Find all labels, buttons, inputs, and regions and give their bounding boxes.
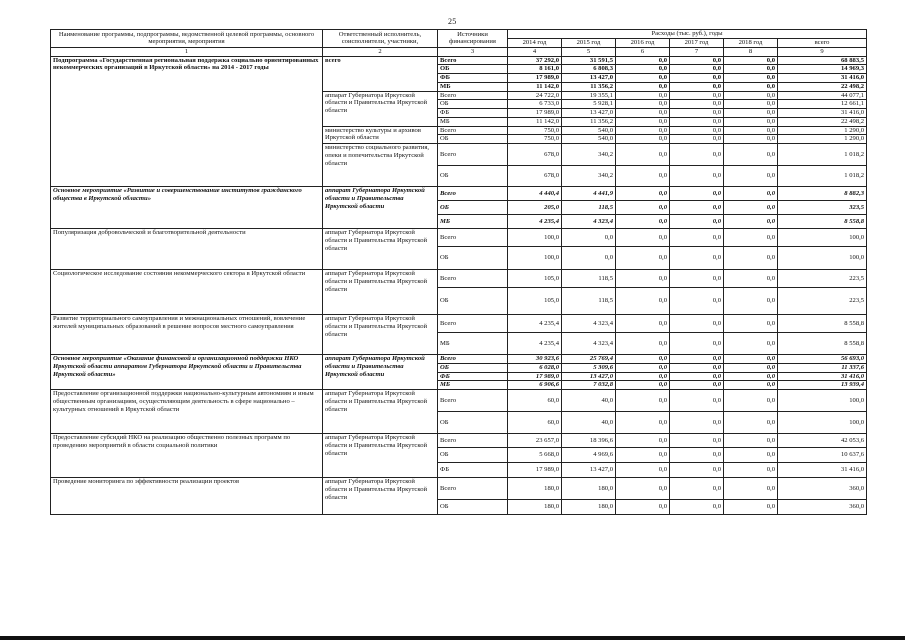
page-number: 25 [448, 17, 457, 26]
year-value-cell: 750,0 [508, 126, 562, 135]
year-value-cell: 0,0 [724, 372, 778, 381]
year-value-cell: 0,0 [670, 201, 724, 215]
year-value-cell: 0,0 [616, 187, 670, 201]
table-header-row [51, 30, 867, 39]
column-number-row [51, 47, 867, 56]
year-value-cell: 0,0 [616, 91, 670, 100]
year-value-cell: 0,0 [724, 448, 778, 463]
year-value-cell: 0,0 [616, 478, 670, 500]
year-value-cell: 6 028,0 [508, 363, 562, 372]
year-value-cell: 118,5 [562, 201, 616, 215]
total-value-cell: 22 498,2 [778, 82, 867, 91]
year-value-cell: 0,0 [616, 74, 670, 83]
column-number: 9 [778, 47, 867, 56]
year-value-cell: 0,0 [724, 65, 778, 74]
funding-source-cell: МБ [438, 215, 508, 229]
year-value-cell: 0,0 [670, 109, 724, 118]
year-value-cell: 0,0 [670, 363, 724, 372]
year-value-cell: 0,0 [670, 144, 724, 166]
executor-cell: аппарат Губернатора Иркутской области и Правительства Иркутской области [323, 355, 438, 390]
table-row [51, 187, 867, 201]
year-value-cell: 0,0 [616, 144, 670, 166]
year-value-cell: 0,0 [670, 187, 724, 201]
year-value-cell: 0,0 [616, 135, 670, 144]
funding-source-cell: МБ [438, 117, 508, 126]
total-value-cell: 44 077,1 [778, 91, 867, 100]
year-value-cell: 0,0 [616, 355, 670, 364]
year-value-cell: 19 355,1 [562, 91, 616, 100]
year-value-cell: 340,2 [562, 166, 616, 187]
header-executor: Ответственный исполнитель, соисполнители, участники, [323, 30, 438, 48]
executor-cell: аппарат Губернатора Иркутской области и Правительства Иркутской области [323, 478, 438, 515]
executor-cell: аппарат Губернатора Иркутской области и Правительства Иркутской области [323, 270, 438, 315]
year-value-cell: 0,0 [670, 166, 724, 187]
funding-source-cell: Всего [438, 355, 508, 364]
year-value-cell: 0,0 [670, 135, 724, 144]
funding-source-cell: ОБ [438, 412, 508, 434]
total-value-cell: 14 969,3 [778, 65, 867, 74]
year-value-cell: 0,0 [616, 363, 670, 372]
funding-source-cell: ОБ [438, 448, 508, 463]
year-value-cell: 540,0 [562, 135, 616, 144]
year-value-cell: 8 161,0 [508, 65, 562, 74]
header-total: всего [778, 38, 867, 47]
total-value-cell: 8 882,3 [778, 187, 867, 201]
program-name-cell: Развитие территориального самоуправления и межнациональных отношений, вовлечение жителей муниципальных образований в решение вопросов местного самоуправления [51, 315, 323, 355]
year-value-cell: 678,0 [508, 166, 562, 187]
year-value-cell: 0,0 [670, 355, 724, 364]
executor-cell: аппарат Губернатора Иркутской области и Правительства Иркутской области [323, 434, 438, 478]
funding-source-cell: ФБ [438, 74, 508, 83]
funding-source-cell: ОБ [438, 166, 508, 187]
year-value-cell: 0,0 [724, 333, 778, 355]
year-value-cell: 6 906,6 [508, 381, 562, 390]
table-row [51, 434, 867, 448]
year-value-cell: 100,0 [508, 247, 562, 270]
year-value-cell: 0,0 [616, 65, 670, 74]
year-value-cell: 0,0 [670, 215, 724, 229]
total-value-cell: 8 558,8 [778, 315, 867, 333]
year-value-cell: 0,0 [616, 270, 670, 288]
funding-source-cell: ОБ [438, 100, 508, 109]
total-value-cell: 31 416,0 [778, 372, 867, 381]
year-value-cell: 0,0 [670, 117, 724, 126]
year-value-cell: 4 235,4 [508, 315, 562, 333]
total-value-cell: 31 416,0 [778, 463, 867, 478]
year-value-cell: 100,0 [508, 229, 562, 247]
funding-source-cell: ФБ [438, 109, 508, 118]
year-value-cell: 6 733,0 [508, 100, 562, 109]
year-value-cell: 0,0 [616, 109, 670, 118]
year-value-cell: 0,0 [616, 166, 670, 187]
program-name-cell: Социологическое исследование состояния некоммерческого сектора в Иркутской области [51, 270, 323, 315]
year-value-cell: 0,0 [616, 448, 670, 463]
executor-cell: аппарат Губернатора Иркутской области и Правительства Иркутской области [323, 187, 438, 229]
year-value-cell: 17 989,0 [508, 372, 562, 381]
year-value-cell: 5 928,1 [562, 100, 616, 109]
total-value-cell: 360,0 [778, 478, 867, 500]
year-value-cell: 0,0 [724, 100, 778, 109]
year-value-cell: 340,2 [562, 144, 616, 166]
year-value-cell: 0,0 [724, 82, 778, 91]
table-row [51, 315, 867, 333]
column-number: 4 [508, 47, 562, 56]
total-value-cell: 1 018,2 [778, 166, 867, 187]
year-value-cell: 0,0 [670, 478, 724, 500]
program-name-cell: Подпрограмма «Государственная региональная поддержка социально ориентированных некоммерческих организаций в Иркутской области» на 2014 - 2017 годы [51, 56, 323, 187]
program-name-cell: Популяризация добровольческой и благотворительной деятельности [51, 229, 323, 270]
year-value-cell: 0,0 [724, 74, 778, 83]
year-value-cell: 0,0 [724, 144, 778, 166]
year-value-cell: 0,0 [616, 381, 670, 390]
year-value-cell: 0,0 [670, 247, 724, 270]
total-value-cell: 56 693,0 [778, 355, 867, 364]
year-value-cell: 0,0 [616, 56, 670, 65]
year-value-cell: 0,0 [670, 270, 724, 288]
year-value-cell: 0,0 [670, 74, 724, 83]
year-value-cell: 4 323,4 [562, 333, 616, 355]
funding-source-cell: МБ [438, 381, 508, 390]
year-value-cell: 0,0 [670, 65, 724, 74]
year-value-cell: 13 427,0 [562, 109, 616, 118]
total-value-cell: 42 053,6 [778, 434, 867, 448]
header-funding-source: Источники финансирования [438, 30, 508, 48]
year-value-cell: 13 427,0 [562, 372, 616, 381]
year-value-cell: 11 356,2 [562, 117, 616, 126]
year-value-cell: 0,0 [724, 390, 778, 412]
year-value-cell: 0,0 [670, 82, 724, 91]
year-value-cell: 31 591,5 [562, 56, 616, 65]
year-value-cell: 118,5 [562, 270, 616, 288]
year-value-cell: 180,0 [508, 500, 562, 515]
funding-source-cell: Всего [438, 187, 508, 201]
table-body [51, 56, 867, 515]
table-row [51, 390, 867, 412]
total-value-cell: 31 416,0 [778, 109, 867, 118]
year-value-cell: 0,0 [724, 166, 778, 187]
year-value-cell: 0,0 [616, 390, 670, 412]
total-value-cell: 8 558,8 [778, 215, 867, 229]
year-value-cell: 5 309,6 [562, 363, 616, 372]
year-value-cell: 750,0 [508, 135, 562, 144]
year-value-cell: 0,0 [724, 478, 778, 500]
year-value-cell: 0,0 [670, 390, 724, 412]
total-value-cell: 10 637,6 [778, 448, 867, 463]
year-value-cell: 0,0 [724, 434, 778, 448]
year-value-cell: 0,0 [724, 247, 778, 270]
total-value-cell: 323,5 [778, 201, 867, 215]
funding-source-cell: Всего [438, 478, 508, 500]
year-value-cell: 0,0 [616, 82, 670, 91]
year-value-cell: 0,0 [616, 229, 670, 247]
funding-source-cell: Всего [438, 144, 508, 166]
year-value-cell: 0,0 [724, 117, 778, 126]
executor-cell: аппарат Губернатора Иркутской области и Правительства Иркутской области [323, 91, 438, 126]
funding-source-cell: Всего [438, 315, 508, 333]
year-value-cell: 0,0 [616, 126, 670, 135]
column-number: 6 [616, 47, 670, 56]
funding-source-cell: Всего [438, 229, 508, 247]
year-value-cell: 0,0 [670, 333, 724, 355]
total-value-cell: 360,0 [778, 500, 867, 515]
year-value-cell: 40,0 [562, 390, 616, 412]
year-value-cell: 0,0 [670, 448, 724, 463]
year-value-cell: 0,0 [616, 500, 670, 515]
year-value-cell: 6 808,3 [562, 65, 616, 74]
year-value-cell: 0,0 [670, 381, 724, 390]
year-value-cell: 40,0 [562, 412, 616, 434]
year-value-cell: 23 657,0 [508, 434, 562, 448]
year-value-cell: 0,0 [616, 434, 670, 448]
column-number: 7 [670, 47, 724, 56]
column-number: 5 [562, 47, 616, 56]
funding-source-cell: Всего [438, 56, 508, 65]
year-value-cell: 0,0 [724, 56, 778, 65]
year-value-cell: 25 769,4 [562, 355, 616, 364]
total-value-cell: 100,0 [778, 412, 867, 434]
executor-cell: министерство социального развития, опеки и попечительства Иркутской области [323, 144, 438, 187]
year-value-cell: 0,0 [670, 463, 724, 478]
year-value-cell: 0,0 [616, 247, 670, 270]
year-value-cell: 5 668,0 [508, 448, 562, 463]
year-value-cell: 0,0 [724, 187, 778, 201]
executor-cell: министерство культуры и архивов Иркутской области [323, 126, 438, 144]
header-expenses: Расходы (тыс. руб.), годы [508, 30, 867, 39]
year-value-cell: 4 323,4 [562, 215, 616, 229]
funding-source-cell: МБ [438, 333, 508, 355]
column-number: 3 [438, 47, 508, 56]
year-value-cell: 0,0 [670, 315, 724, 333]
year-value-cell: 11 356,2 [562, 82, 616, 91]
year-value-cell: 0,0 [724, 91, 778, 100]
funding-source-cell: ОБ [438, 135, 508, 144]
year-value-cell: 0,0 [724, 135, 778, 144]
year-value-cell: 24 722,0 [508, 91, 562, 100]
year-value-cell: 17 989,0 [508, 463, 562, 478]
year-value-cell: 0,0 [724, 363, 778, 372]
year-value-cell: 0,0 [616, 315, 670, 333]
year-value-cell: 17 989,0 [508, 109, 562, 118]
funding-source-cell: ОБ [438, 500, 508, 515]
year-value-cell: 0,0 [724, 463, 778, 478]
funding-source-cell: ОБ [438, 201, 508, 215]
total-value-cell: 1 290,0 [778, 126, 867, 135]
column-number: 1 [51, 47, 323, 56]
year-value-cell: 4 235,4 [508, 215, 562, 229]
year-value-cell: 11 142,0 [508, 117, 562, 126]
year-value-cell: 0,0 [616, 100, 670, 109]
year-value-cell: 7 032,8 [562, 381, 616, 390]
year-value-cell: 0,0 [724, 109, 778, 118]
year-value-cell: 0,0 [724, 288, 778, 315]
year-value-cell: 0,0 [670, 500, 724, 515]
year-value-cell: 0,0 [670, 229, 724, 247]
year-value-cell: 0,0 [616, 333, 670, 355]
year-value-cell: 180,0 [508, 478, 562, 500]
total-value-cell: 100,0 [778, 229, 867, 247]
year-value-cell: 105,0 [508, 288, 562, 315]
year-value-cell: 0,0 [724, 315, 778, 333]
year-value-cell: 0,0 [724, 500, 778, 515]
funding-source-cell: Всего [438, 126, 508, 135]
year-value-cell: 13 427,0 [562, 463, 616, 478]
program-name-cell: Основное мероприятие «Развитие и совершенствование институтов гражданского общества в Иркутской области» [51, 187, 323, 229]
table-row [51, 229, 867, 247]
year-value-cell: 180,0 [562, 478, 616, 500]
year-value-cell: 4 440,4 [508, 187, 562, 201]
total-value-cell: 1 018,2 [778, 144, 867, 166]
year-value-cell: 0,0 [670, 412, 724, 434]
header-year-2016: 2016 год [616, 38, 670, 47]
total-value-cell: 22 498,2 [778, 117, 867, 126]
year-value-cell: 0,0 [670, 126, 724, 135]
year-value-cell: 0,0 [670, 56, 724, 65]
total-value-cell: 31 416,0 [778, 74, 867, 83]
year-value-cell: 540,0 [562, 126, 616, 135]
funding-source-cell: Всего [438, 270, 508, 288]
total-value-cell: 1 290,0 [778, 135, 867, 144]
executor-cell: аппарат Губернатора Иркутской области и Правительства Иркутской области [323, 390, 438, 434]
year-value-cell: 0,0 [724, 229, 778, 247]
table-row [51, 355, 867, 364]
year-value-cell: 0,0 [670, 91, 724, 100]
year-value-cell: 0,0 [616, 215, 670, 229]
header-year-2014: 2014 год [508, 38, 562, 47]
budget-table [50, 29, 867, 515]
year-value-cell: 0,0 [562, 247, 616, 270]
year-value-cell: 0,0 [616, 201, 670, 215]
total-value-cell: 100,0 [778, 390, 867, 412]
table-row [51, 56, 867, 65]
header-year-2018: 2018 год [724, 38, 778, 47]
year-value-cell: 678,0 [508, 144, 562, 166]
table-row [51, 478, 867, 500]
total-value-cell: 8 558,8 [778, 333, 867, 355]
year-value-cell: 0,0 [670, 372, 724, 381]
funding-source-cell: ОБ [438, 247, 508, 270]
program-name-cell: Предоставление субсидий НКО на реализацию общественно полезных программ по проведению мероприятий в области социальной политики [51, 434, 323, 478]
year-value-cell: 0,0 [616, 288, 670, 315]
year-value-cell: 4 441,9 [562, 187, 616, 201]
year-value-cell: 60,0 [508, 412, 562, 434]
year-value-cell: 118,5 [562, 288, 616, 315]
funding-source-cell: Всего [438, 434, 508, 448]
year-value-cell: 0,0 [724, 412, 778, 434]
year-value-cell: 11 142,0 [508, 82, 562, 91]
header-year-2015: 2015 год [562, 38, 616, 47]
executor-cell: аппарат Губернатора Иркутской области и Правительства Иркутской области [323, 229, 438, 270]
year-value-cell: 0,0 [724, 126, 778, 135]
funding-source-cell: ОБ [438, 65, 508, 74]
year-value-cell: 4 969,6 [562, 448, 616, 463]
funding-source-cell: ОБ [438, 363, 508, 372]
year-value-cell: 18 396,6 [562, 434, 616, 448]
funding-source-cell: ФБ [438, 372, 508, 381]
year-value-cell: 17 989,0 [508, 74, 562, 83]
total-value-cell: 223,5 [778, 270, 867, 288]
program-name-cell: Предоставление организационной поддержки национально-культурным автономиям и иным общественным организациям, осуществляющим деятельность в сфере национально – культурных отношений в Иркутской области [51, 390, 323, 434]
executor-cell: аппарат Губернатора Иркутской области и Правительства Иркутской области [323, 315, 438, 355]
year-value-cell: 60,0 [508, 390, 562, 412]
year-value-cell: 0,0 [616, 412, 670, 434]
year-value-cell: 0,0 [670, 434, 724, 448]
total-value-cell: 11 337,6 [778, 363, 867, 372]
funding-source-cell: МБ [438, 82, 508, 91]
program-name-cell: Проведение мониторинга по эффективности реализации проектов [51, 478, 323, 515]
table-row [51, 270, 867, 288]
program-name-cell: Основное мероприятие «Оказание финансовой и организационной поддержки НКО Иркутской области аппаратом Губернатора Иркутской области и Правительства Иркутской области» [51, 355, 323, 390]
year-value-cell: 13 427,0 [562, 74, 616, 83]
year-value-cell: 0,0 [670, 288, 724, 315]
total-value-cell: 100,0 [778, 247, 867, 270]
year-value-cell: 0,0 [616, 372, 670, 381]
year-value-cell: 37 292,0 [508, 56, 562, 65]
executor-cell: всего [323, 56, 438, 91]
funding-source-cell: ОБ [438, 288, 508, 315]
total-value-cell: 68 883,5 [778, 56, 867, 65]
year-value-cell: 0,0 [670, 100, 724, 109]
year-value-cell: 0,0 [724, 270, 778, 288]
funding-source-cell: Всего [438, 390, 508, 412]
year-value-cell: 0,0 [562, 229, 616, 247]
column-number: 8 [724, 47, 778, 56]
year-value-cell: 30 923,6 [508, 355, 562, 364]
year-value-cell: 105,0 [508, 270, 562, 288]
year-value-cell: 0,0 [616, 463, 670, 478]
total-value-cell: 13 939,4 [778, 381, 867, 390]
year-value-cell: 205,0 [508, 201, 562, 215]
total-value-cell: 12 661,1 [778, 100, 867, 109]
header-program-name: Наименование программы, подпрограммы, ведомственной целевой программы, основного мероприятия, мероприятия [51, 30, 323, 48]
total-value-cell: 223,5 [778, 288, 867, 315]
year-value-cell: 0,0 [616, 117, 670, 126]
funding-source-cell: Всего [438, 91, 508, 100]
funding-source-cell: ФБ [438, 463, 508, 478]
year-value-cell: 4 235,4 [508, 333, 562, 355]
year-value-cell: 180,0 [562, 500, 616, 515]
year-value-cell: 0,0 [724, 381, 778, 390]
year-value-cell: 0,0 [724, 215, 778, 229]
scan-edge [0, 636, 905, 640]
header-year-2017: 2017 год [670, 38, 724, 47]
year-value-cell: 4 323,4 [562, 315, 616, 333]
year-value-cell: 0,0 [724, 355, 778, 364]
column-number: 2 [323, 47, 438, 56]
year-value-cell: 0,0 [724, 201, 778, 215]
